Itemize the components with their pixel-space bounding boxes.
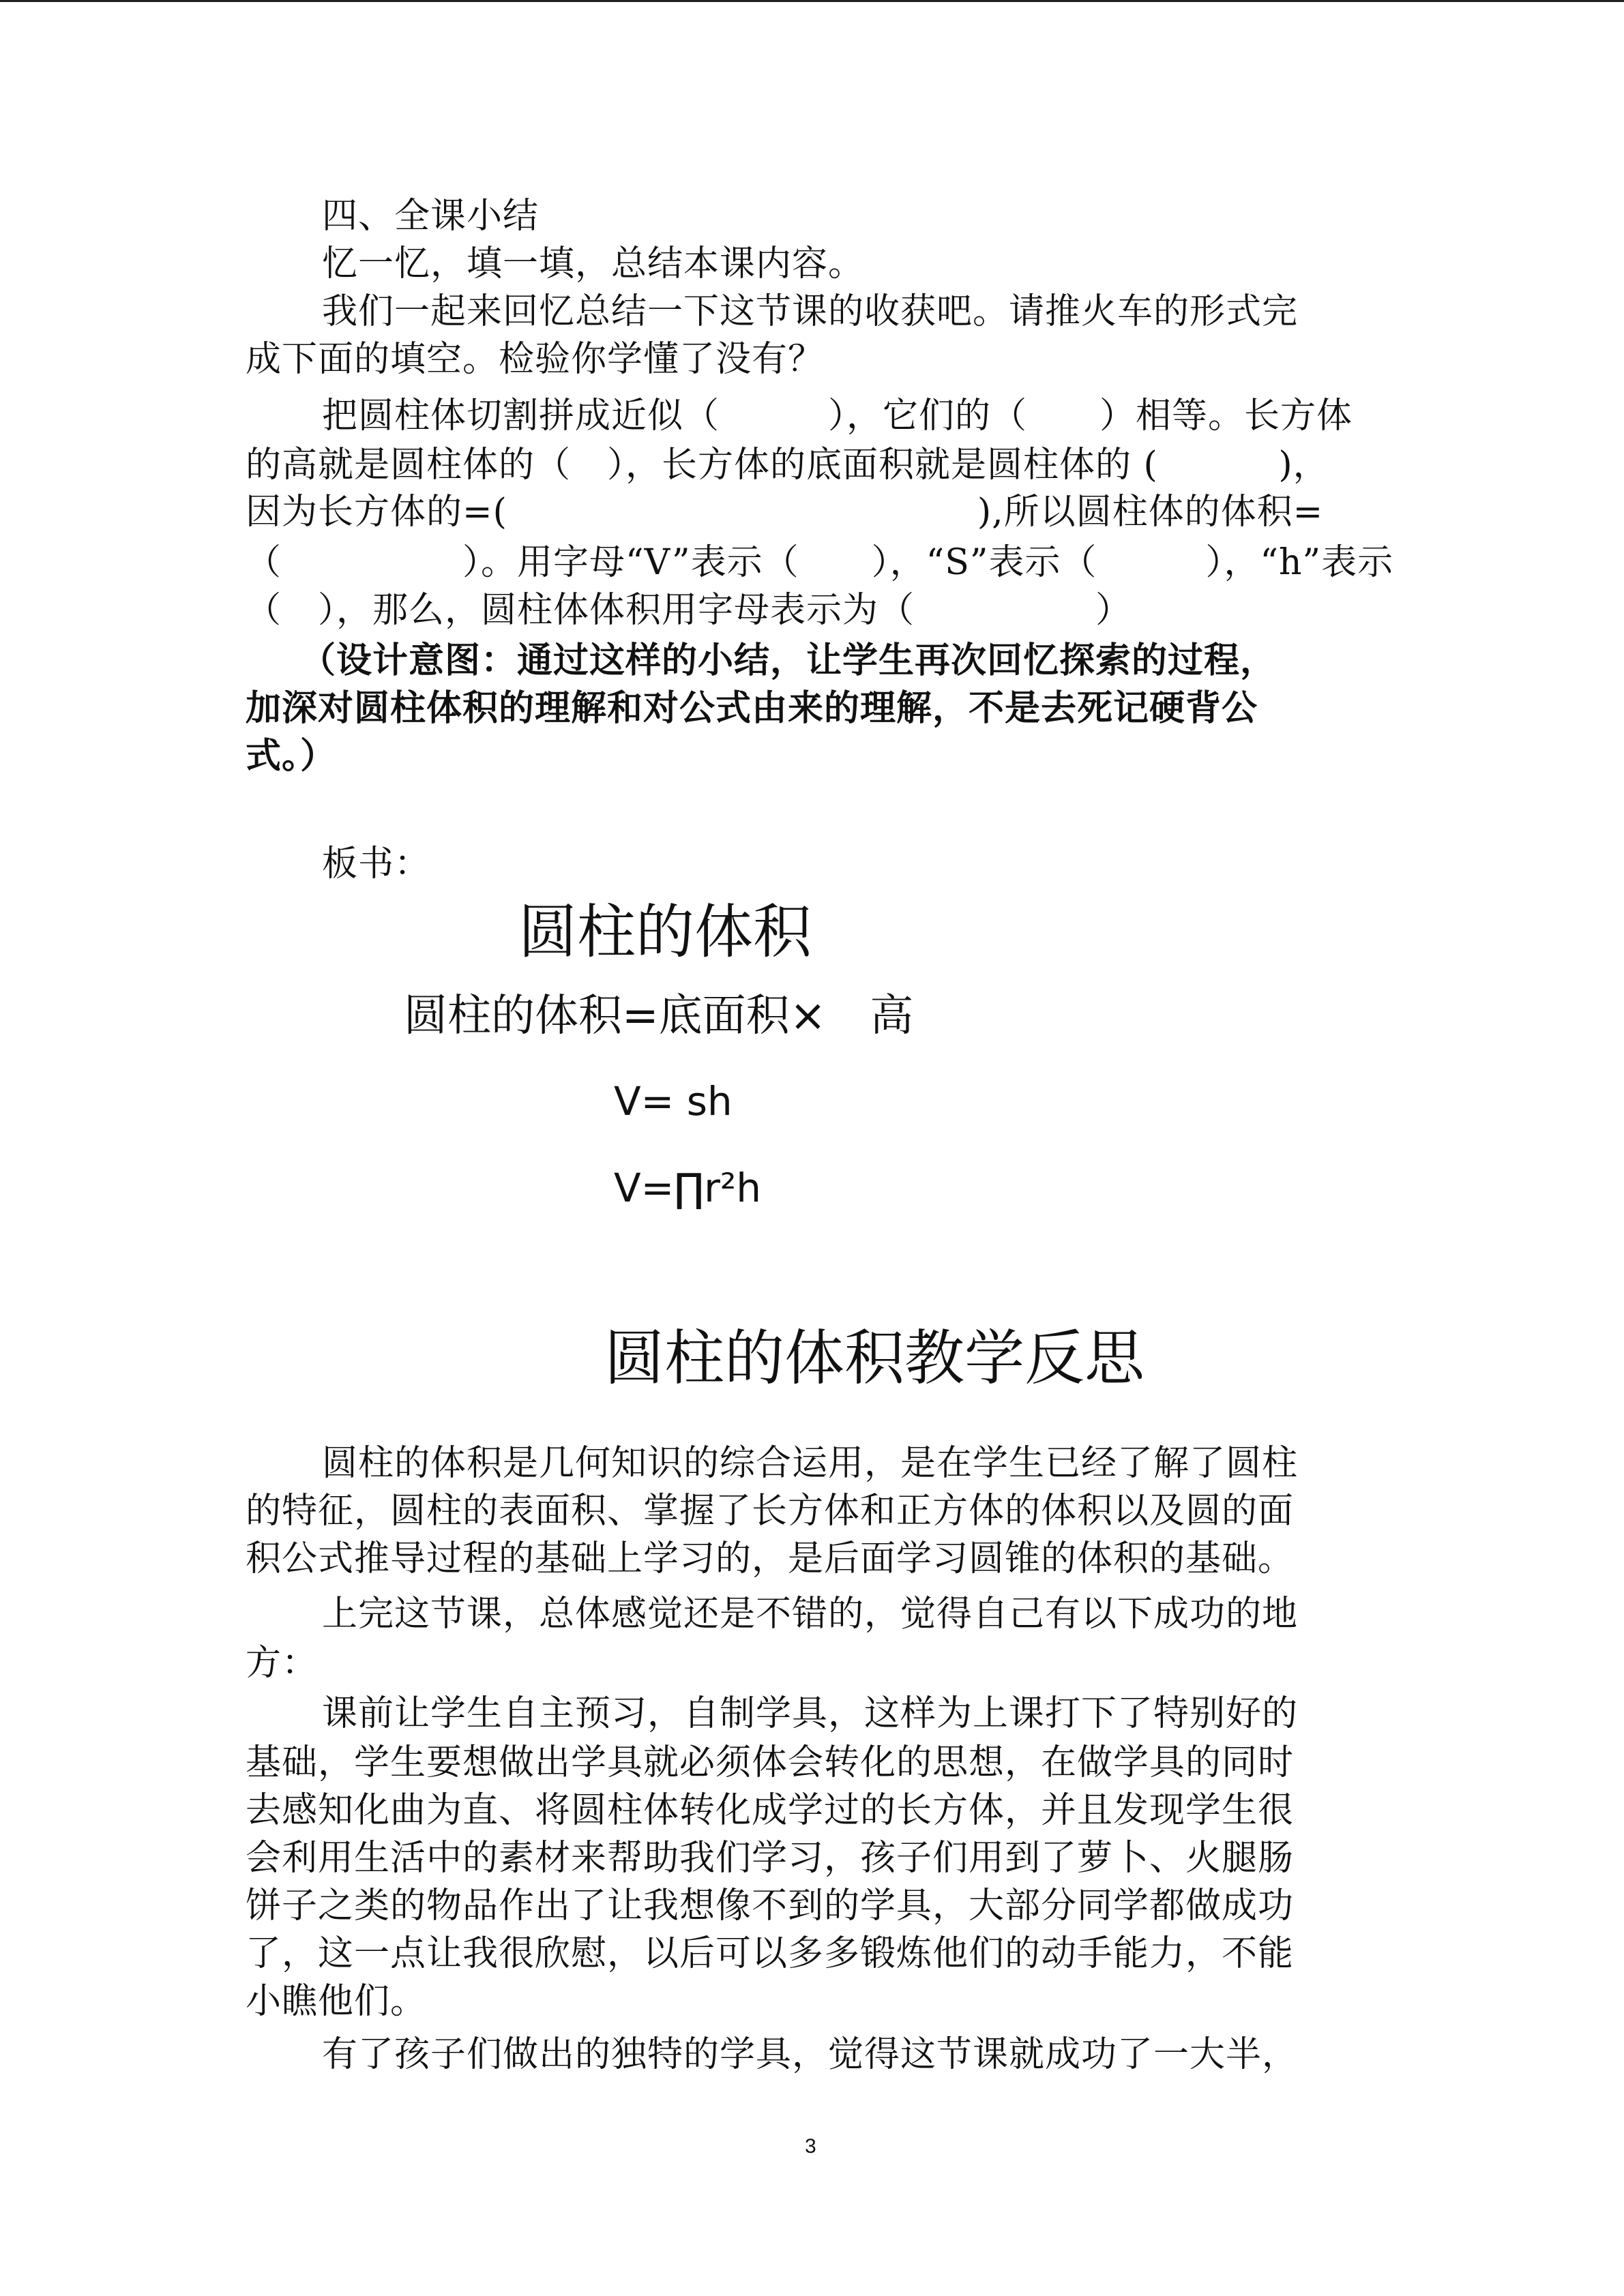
summary-paragraph-line: 我们一起来回忆总结一下这节课的收获吧。请推火车的形式完 bbox=[322, 291, 1299, 332]
board-formula-pi: V=∏r²h bbox=[614, 1165, 762, 1211]
reflection-paragraph-line: 有了孩子们做出的独特的学具，觉得这节课就成功了一大半， bbox=[322, 2034, 1299, 2075]
reflection-paragraph-line: 去感知化曲为直、将圆柱体转化成学过的长方体，并且发现学生很 bbox=[246, 1790, 1295, 1831]
reflection-paragraph-line: 上完这节课，总体感觉还是不错的，觉得自己有以下成功的地 bbox=[322, 1594, 1299, 1635]
reflection-paragraph-line: 了，这一点让我很欣慰，以后可以多多锻炼他们的动手能力，不能 bbox=[246, 1933, 1295, 1974]
design-intent-line: 式。） bbox=[246, 735, 337, 777]
fill-blank-line: 把圆柱体切割拼成近似（ ），它们的（ ）相等。长方体 bbox=[322, 396, 1353, 436]
reflection-paragraph-line: 课前让学生自主预习，自制学具，这样为上课打下了特别好的 bbox=[322, 1693, 1299, 1734]
reflection-paragraph-line: 积公式推导过程的基础上学习的，是后面学习圆锥的体积的基础。 bbox=[246, 1538, 1295, 1579]
page-number: 3 bbox=[805, 2135, 816, 2158]
page-top-border bbox=[0, 0, 1624, 2]
board-label: 板书： bbox=[322, 844, 431, 884]
fill-blank-line: 因为长方体的=( ),所以圆柱体的体积= bbox=[246, 492, 1324, 533]
reflection-paragraph-line: 圆柱的体积是几何知识的综合运用，是在学生已经了解了圆柱 bbox=[322, 1443, 1299, 1484]
reflection-paragraph-line: 小瞧他们。 bbox=[246, 1981, 427, 2022]
fill-blank-line: （ ），那么，圆柱体体积用字母表示为（ ） bbox=[246, 590, 1132, 631]
design-intent-line: （设计意图：通过这样的小结，让学生再次回忆探索的过程， bbox=[300, 640, 1277, 681]
reflection-title: 圆柱的体积教学反思 bbox=[604, 1323, 1145, 1393]
reflection-paragraph-line: 饼子之类的物品作出了让我想像不到的学具，大部分同学都做成功 bbox=[246, 1885, 1295, 1926]
fill-blank-line: （ ）。用字母“V”表示（ ），“S”表示（ ），“h”表示 bbox=[246, 542, 1394, 583]
board-formula: 圆柱的体积=底面积× 高 bbox=[404, 991, 914, 1041]
board-formula-sh: V= sh bbox=[614, 1078, 733, 1124]
reflection-paragraph-line: 会利用生活中的素材来帮助我们学习，孩子们用到了萝卜、火腿肠 bbox=[246, 1838, 1295, 1879]
summary-heading: 四、全课小结 bbox=[322, 196, 540, 237]
reflection-paragraph-line: 基础，学生要想做出学具就必须体会转化的思想，在做学具的同时 bbox=[246, 1742, 1295, 1783]
reflection-paragraph-line: 的特征，圆柱的表面积、掌握了长方体和正方体的体积以及圆的面 bbox=[246, 1491, 1295, 1532]
summary-paragraph-line: 成下面的填空。检验你学懂了没有？ bbox=[246, 339, 825, 380]
reflection-paragraph-line: 方： bbox=[246, 1643, 319, 1684]
design-intent-line: 加深对圆柱体积的理解和对公式由来的理解，不是去死记硬背公 bbox=[246, 687, 1258, 729]
fill-blank-line: 的高就是圆柱体的（ ），长方体的底面积就是圆柱体的 ( )， bbox=[246, 445, 1329, 486]
summary-intro: 忆一忆，填一填，总结本课内容。 bbox=[322, 243, 865, 284]
board-title: 圆柱的体积 bbox=[518, 898, 812, 966]
